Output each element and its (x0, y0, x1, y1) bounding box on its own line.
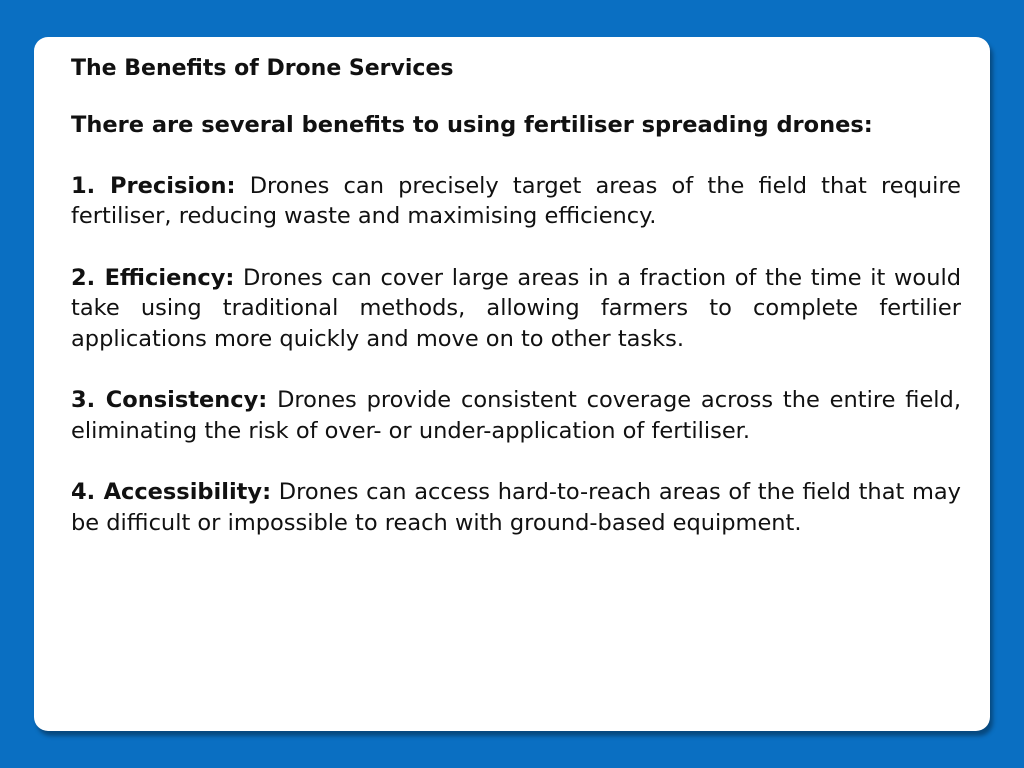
benefit-label: 2. Efficiency: (71, 264, 235, 291)
benefit-label: 3. Consistency: (71, 387, 268, 413)
benefit-precision (71, 171, 961, 232)
benefit-text: Drones provide consistent coverage across the entire field, eliminating the risk of over- or under-application of fertiliser. (71, 387, 961, 444)
intro-paragraph: There are several benefits to using fertiliser spreading drones: (71, 112, 873, 138)
benefit-text: Drones can access hard-to-reach areas of the field that may be difficult or impossible to reach with ground-based equipment. (71, 479, 962, 536)
benefit-label: 1. Precision: (71, 172, 236, 199)
benefit-text: Drones can precisely target areas of the field that require fertiliser, reducing waste and maximising efficiency. (71, 172, 962, 229)
benefit-text: Drones can cover large areas in a fraction of the time it would take using traditional methods, allowing farmers to complete fertilier applications more quickly and move on to other tasks. (71, 264, 961, 352)
benefit-consistency (71, 385, 961, 446)
slide-card (34, 37, 990, 731)
benefit-accessibility (71, 477, 961, 538)
benefit-label: 4. Accessibility: (71, 479, 272, 505)
benefit-efficiency (71, 263, 961, 355)
slide-title: The Benefits of Drone Services (71, 56, 454, 81)
